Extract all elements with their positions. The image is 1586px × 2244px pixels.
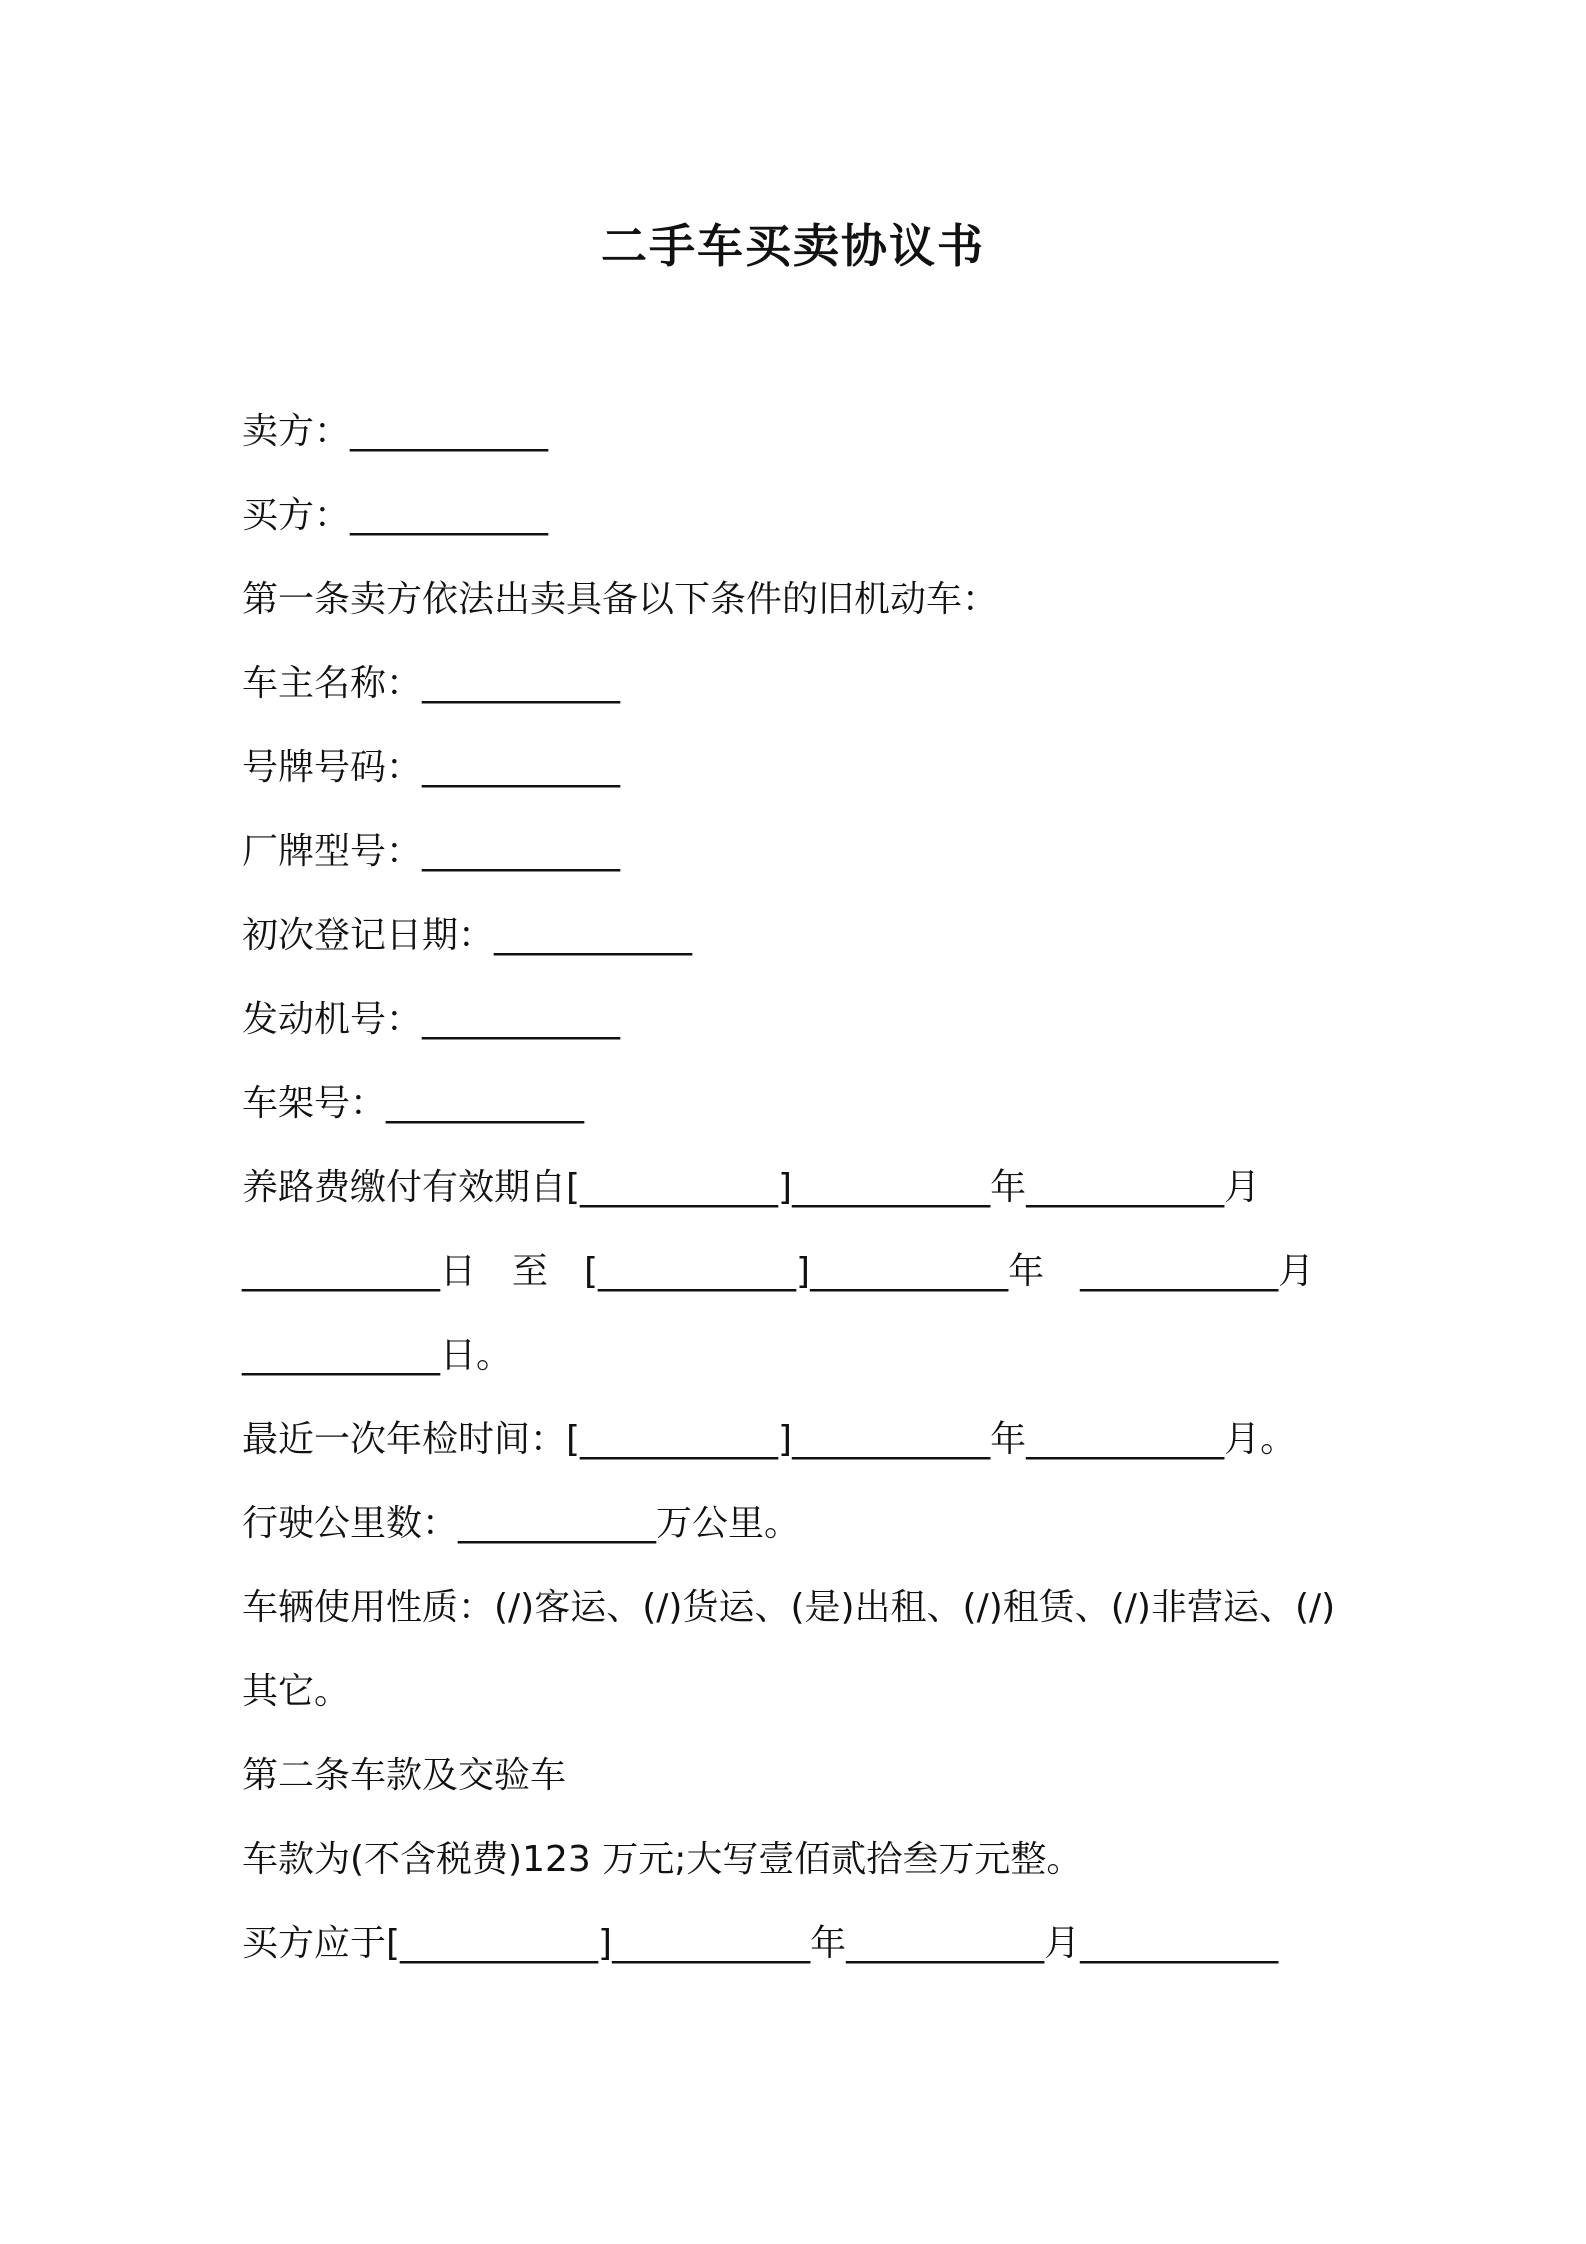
road-fee-line-2: ___________日 至 [___________]___________年 ___________月 — [242, 1251, 1315, 1292]
article-one-heading: 第一条卖方依法出卖具备以下条件的旧机动车： — [242, 579, 999, 620]
seller-line: 卖方：___________ — [242, 411, 549, 452]
road-fee-line-3: ___________日。 — [242, 1335, 513, 1376]
brand-model-line: 厂牌型号：___________ — [242, 831, 621, 872]
first-registration-line: 初次登记日期：___________ — [242, 915, 693, 956]
road-fee-line-1: 养路费缴付有效期自[___________]___________年___________月 — [242, 1167, 1261, 1208]
frame-number-line: 车架号：___________ — [242, 1083, 585, 1124]
engine-number-line: 发动机号：___________ — [242, 999, 621, 1040]
usage-nature-line-1: 车辆使用性质：(/)客运、(/)货运、(是)出租、(/)租赁、(/)非营运、(/) — [242, 1587, 1336, 1628]
owner-name-line: 车主名称：___________ — [242, 663, 621, 704]
document-title: 二手车买卖协议书 — [601, 219, 985, 273]
usage-nature-line-2: 其它。 — [242, 1671, 351, 1712]
mileage-line: 行驶公里数：___________万公里。 — [242, 1503, 801, 1544]
buyer-line: 买方：___________ — [242, 495, 549, 536]
price-line: 车款为(不含税费)123 万元;大写壹佰贰拾叁万元整。 — [242, 1839, 1083, 1880]
annual-inspection-line: 最近一次年检时间：[___________]___________年___________月。 — [242, 1419, 1297, 1460]
article-two-heading: 第二条车款及交验车 — [242, 1755, 567, 1796]
plate-number-line: 号牌号码：___________ — [242, 747, 621, 788]
buyer-payment-line: 买方应于[___________]___________年___________月___________ — [242, 1923, 1279, 1964]
